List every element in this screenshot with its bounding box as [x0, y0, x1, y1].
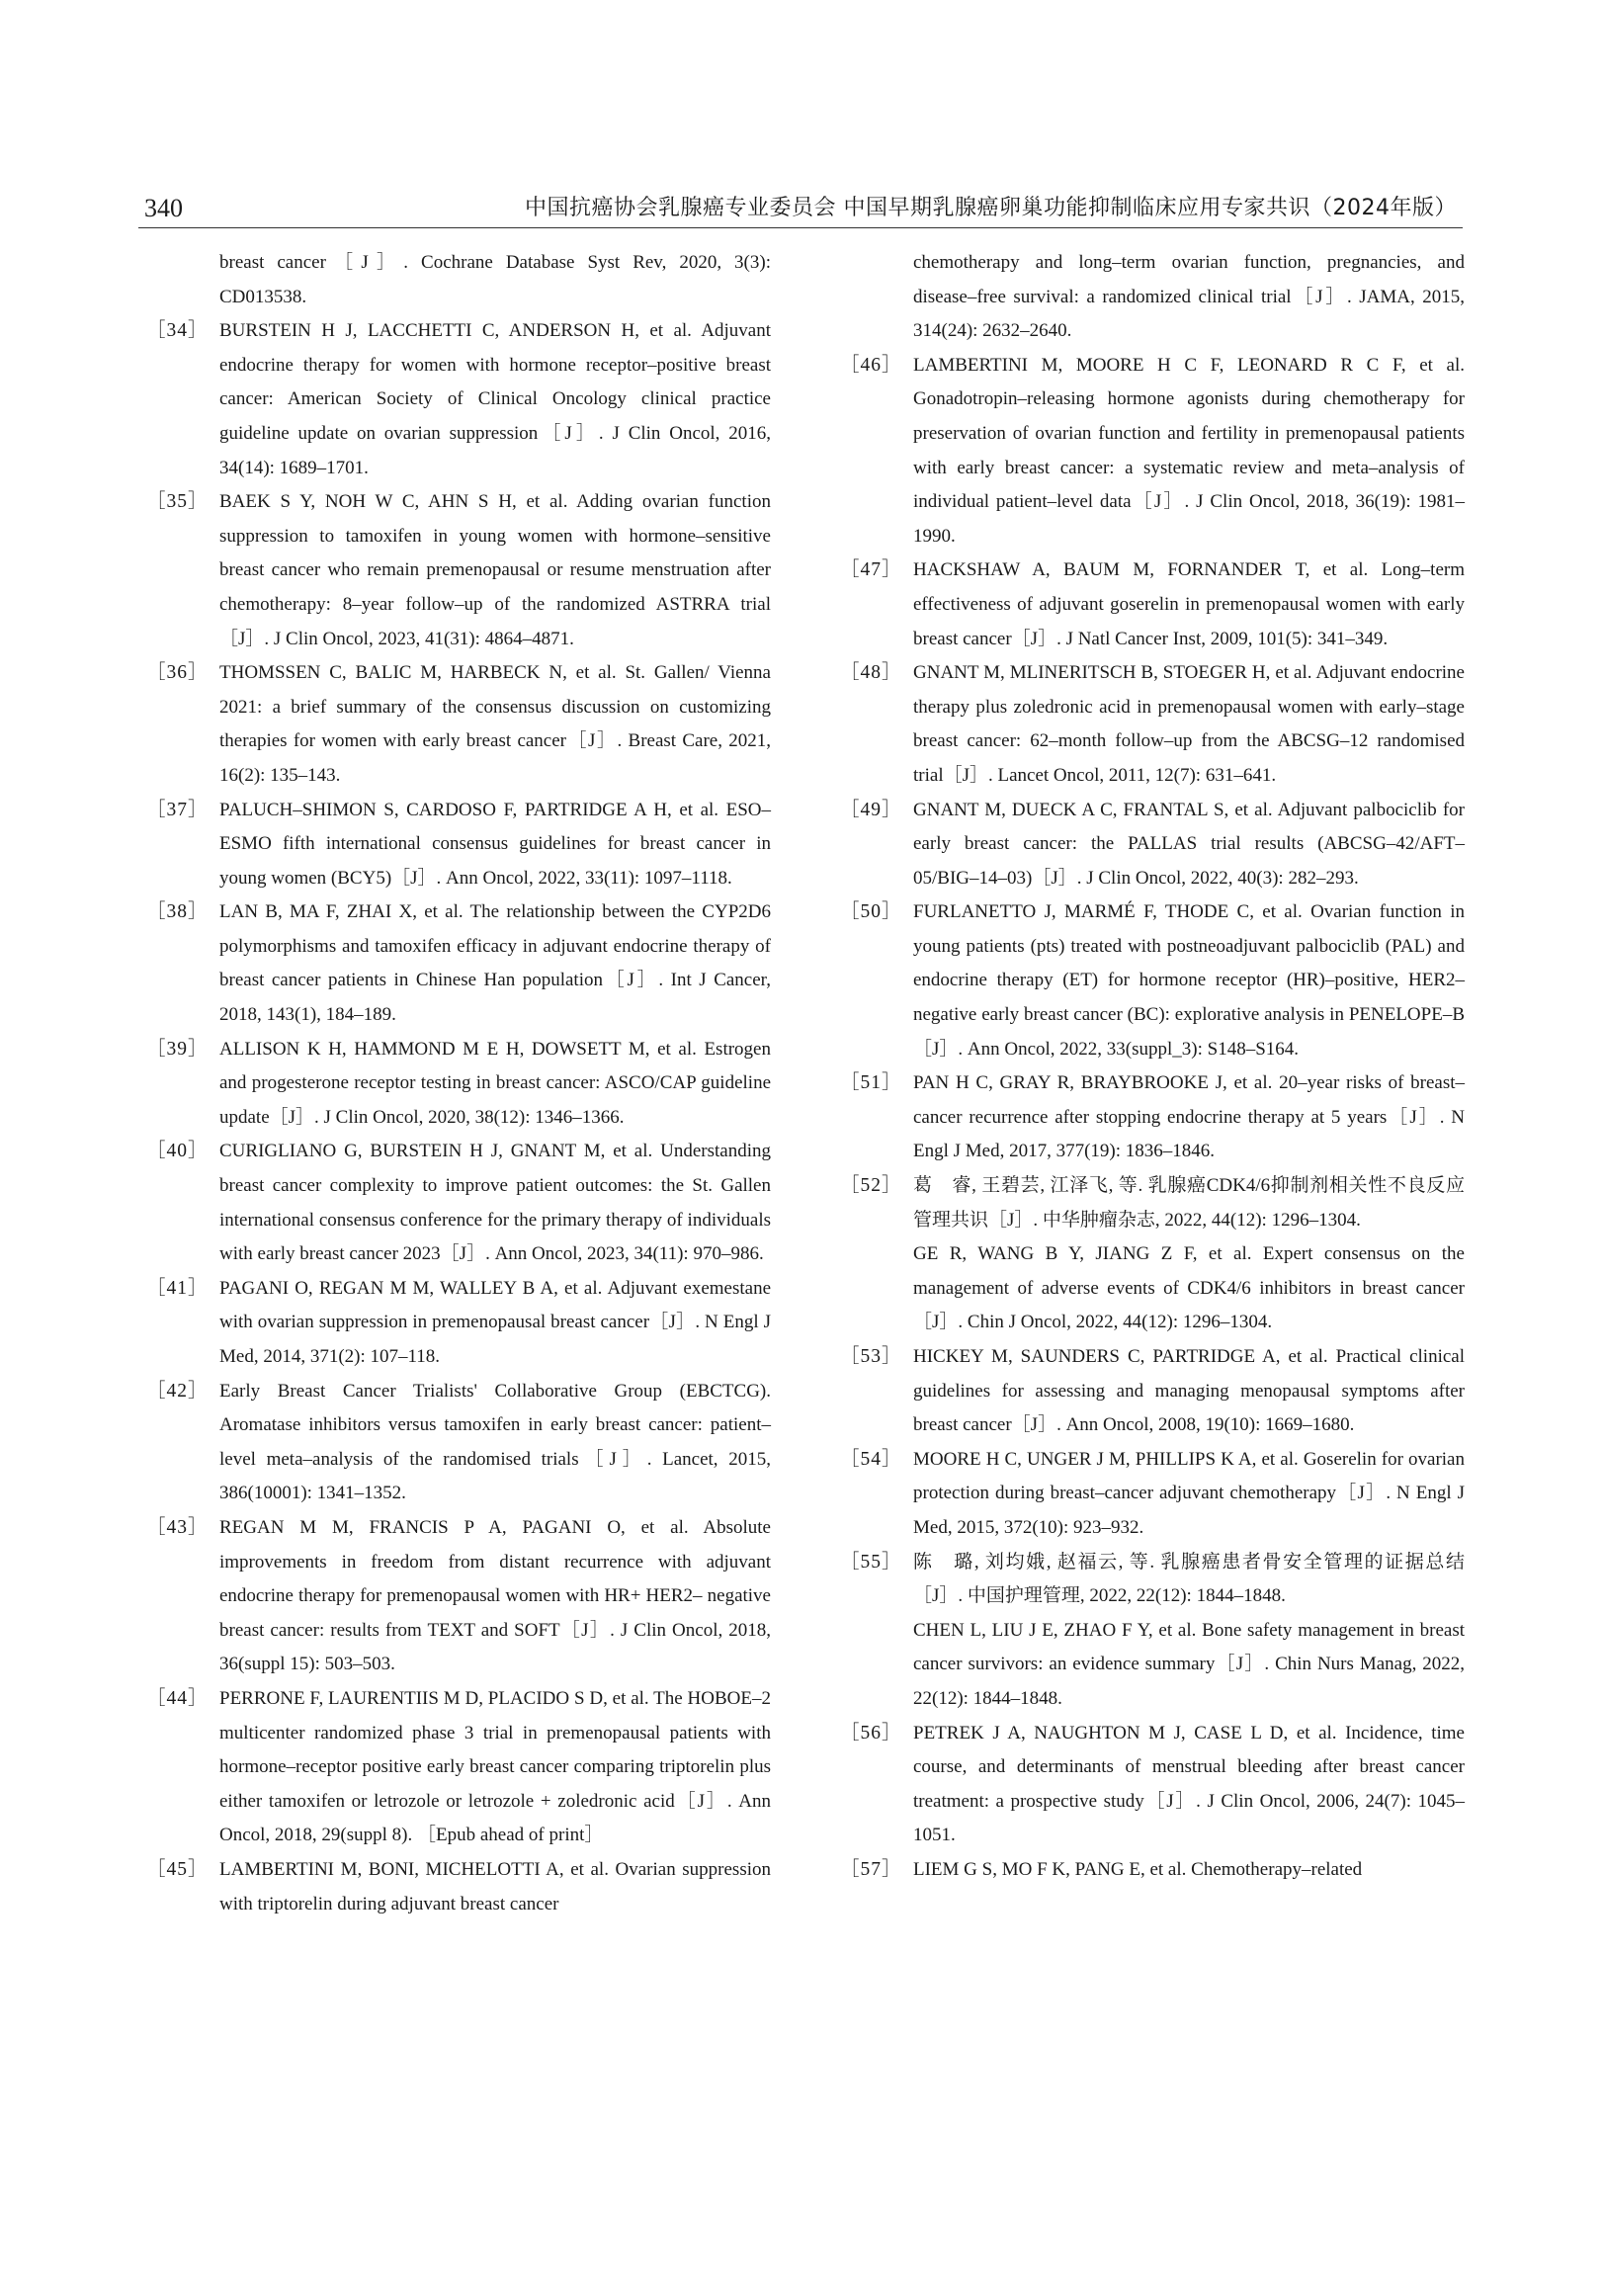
reference-number: ［50］ — [840, 901, 902, 923]
reference-item — [146, 1511, 771, 1682]
reference-text: LAN B, MA F, ZHAI X, et al. The relationship between the CYP2D6 polymorphisms and tamoxifen efficacy in adjuvant endocrine therapy of breast cancer patients in Chinese Han population［J］. Int J Cancer, 2018, 143(1), 184–189. — [219, 901, 771, 1026]
reference-text: HICKEY M, SAUNDERS C, PARTRIDGE A, et al. Practical clinical guidelines for assessing and managing menopausal symptoms after breast cancer［J］. Ann Oncol, 2008, 19(10): 1669–1680. — [913, 1346, 1465, 1436]
reference-item — [840, 794, 1465, 896]
reference-text: MOORE H C, UNGER J M, PHILLIPS K A, et al. Goserelin for ovarian protection during breast–cancer adjuvant chemotherapy［J］. N Engl J Med, 2015, 372(10): 923–932. — [913, 1448, 1465, 1538]
reference-text: GNANT M, MLINERITSCH B, STOEGER H, et al. Adjuvant endocrine therapy plus zoledronic acid in premenopausal women with early–stage breast cancer: 62–month follow–up from the ABCSG–12 randomised trial［J］. Lancet Oncol, 2011, 12(7): 631–641. — [913, 662, 1465, 786]
reference-text: CURIGLIANO G, BURSTEIN H J, GNANT M, et al. Understanding breast cancer complexity to improve patient outcomes: the St. Gallen international consensus conference for the primary therapy of individuals with early breast cancer 2023［J］. Ann Oncol, 2023, 34(11): 970–986. — [219, 1141, 771, 1265]
reference-number: ［44］ — [146, 1687, 209, 1709]
reference-item — [840, 1717, 1465, 1853]
page-number: 340 — [144, 194, 183, 222]
reference-item — [840, 1443, 1465, 1546]
reference-text: LAMBERTINI M, BONI, MICHELOTTI A, et al. Ovarian suppression with triptorelin during adjuvant breast cancer — [219, 1858, 771, 1914]
reference-column-right — [840, 246, 1465, 1888]
reference-item — [146, 1682, 771, 1853]
reference-number: ［53］ — [840, 1346, 902, 1367]
reference-number: ［38］ — [146, 901, 209, 923]
reference-text: BAEK S Y, NOH W C, AHN S H, et al. Adding ovarian function suppression to tamoxifen in young women with hormone–sensitive breast cancer who remain premenopausal or resume menstruation after chemotherapy: 8–year follow–up of the randomized ASTRRA trial［J］. J Clin Oncol, 2023, 41(31): 4864–4871. — [219, 491, 771, 649]
reference-text: FURLANETTO J, MARMÉ F, THODE C, et al. Ovarian function in young patients (pts) treated with postneoadjuvant palbociclib (PAL) and endocrine therapy (ET) for hormone receptor (HR)–positive, HER2–negative early breast cancer (BC): explorative analysis in PENELOPE–B［J］. Ann Oncol, 2022, 33(suppl_3): S148–S164. — [913, 901, 1465, 1060]
reference-item — [146, 1853, 771, 1921]
reference-number: ［55］ — [840, 1551, 902, 1573]
reference-text: LAMBERTINI M, MOORE H C F, LEONARD R C F, et al. Gonadotropin–releasing hormone agonists during chemotherapy for preservation of ovarian function and fertility in premenopausal patients with early breast cancer: a systematic review and meta–analysis of individual patient–level data［J］. J Clin Oncol, 2018, 36(19): 1981–1990. — [913, 354, 1465, 547]
reference-item — [840, 1169, 1465, 1340]
reference-item — [146, 1033, 771, 1136]
reference-number: ［51］ — [840, 1072, 902, 1094]
reference-number: ［37］ — [146, 799, 209, 820]
page-header — [138, 191, 1463, 226]
reference-number: ［40］ — [146, 1141, 209, 1162]
reference-item — [146, 1135, 771, 1271]
reference-item — [840, 553, 1465, 656]
reference-number: ［43］ — [146, 1516, 209, 1538]
reference-text: GNANT M, DUECK A C, FRANTAL S, et al. Adjuvant palbociclib for early breast cancer: the PALLAS trial results (ABCSG–42/AFT–05/BIG–14–03)［J］. J Clin Oncol, 2022, 40(3): 282–293. — [913, 799, 1465, 889]
reference-item — [146, 485, 771, 656]
reference-number: ［45］ — [146, 1858, 209, 1880]
reference-text: LIEM G S, MO F K, PANG E, et al. Chemotherapy–related — [913, 1858, 1363, 1880]
reference-item — [840, 1340, 1465, 1443]
reference-number: ［36］ — [146, 662, 209, 684]
reference-text: BURSTEIN H J, LACCHETTI C, ANDERSON H, et al. Adjuvant endocrine therapy for women with hormone receptor–positive breast cancer: American Society of Clinical Oncology clinical practice guideline update on ovarian suppression［J］. J Clin Oncol, 2016, 34(14): 1689–1701. — [219, 320, 771, 478]
reference-number: ［34］ — [146, 320, 209, 342]
reference-text: PALUCH–SHIMON S, CARDOSO F, PARTRIDGE A H, et al. ESO–ESMO fifth international consensus guidelines for breast cancer in young women (BCY5)［J］. Ann Oncol, 2022, 33(11): 1097–1118. — [219, 799, 771, 889]
reference-text: THOMSSEN C, BALIC M, HARBECK N, et al. St. Gallen/ Vienna 2021: a brief summary of the consensus discussion on customizing therapies for women with early breast cancer［J］. Breast Care, 2021, 16(2): 135–143. — [219, 662, 771, 786]
reference-item — [840, 246, 1465, 349]
reference-text: 葛 睿, 王碧芸, 江泽飞, 等. 乳腺癌CDK4/6抑制剂相关性不良反应管理共识［J］. 中华肿瘤杂志, 2022, 44(12): 1296–1304. — [913, 1175, 1465, 1231]
reference-text: PETREK J A, NAUGHTON M J, CASE L D, et al. Incidence, time course, and determinants of menstrual bleeding after breast cancer treatment: a prospective study［J］. J Clin Oncol, 2006, 24(7): 1045–1051. — [913, 1722, 1465, 1846]
reference-text: Early Breast Cancer Trialists' Collaborative Group (EBCTCG). Aromatase inhibitors versus tamoxifen in early breast cancer: patient–level meta–analysis of the randomised trials［J］. Lancet, 2015, 386(10001): 1341–1352. — [219, 1380, 771, 1504]
header-divider — [138, 227, 1463, 228]
reference-text: HACKSHAW A, BAUM M, FORNANDER T, et al. Long–term effectiveness of adjuvant goserelin in premenopausal women with early breast cancer［J］. J Natl Cancer Inst, 2009, 101(5): 341–349. — [913, 559, 1465, 649]
running-title: 中国抗癌协会乳腺癌专业委员会 中国早期乳腺癌卵巢功能抑制临床应用专家共识（2024年版） — [525, 196, 1457, 220]
reference-item — [146, 895, 771, 1032]
reference-text: ALLISON K H, HAMMOND M E H, DOWSETT M, et al. Estrogen and progesterone receptor testing in breast cancer: ASCO/CAP guideline update［J］. J Clin Oncol, 2020, 38(12): 1346–1366. — [219, 1038, 771, 1128]
reference-text: PAGANI O, REGAN M M, WALLEY B A, et al. Adjuvant exemestane with ovarian suppression in premenopausal breast cancer［J］. N Engl J Med, 2014, 371(2): 107–118. — [219, 1277, 771, 1367]
reference-text: 陈 璐, 刘均娥, 赵福云, 等. 乳腺癌患者骨安全管理的证据总结［J］. 中国护理管理, 2022, 22(12): 1844–1848. — [913, 1551, 1465, 1607]
reference-number: ［56］ — [840, 1722, 902, 1743]
reference-item — [146, 656, 771, 793]
reference-item — [840, 349, 1465, 554]
reference-number: ［42］ — [146, 1380, 209, 1402]
reference-number: ［54］ — [840, 1448, 902, 1470]
reference-item — [840, 1546, 1465, 1717]
reference-text: REGAN M M, FRANCIS P A, PAGANI O, et al. Absolute improvements in freedom from distant recurrence with adjuvant endocrine therapy for premenopausal women with HR+ HER2– negative breast cancer: results from TEXT and SOFT［J］. J Clin Oncol, 2018, 36(suppl 15): 503–503. — [219, 1516, 771, 1675]
reference-item — [146, 1375, 771, 1511]
reference-translation: CHEN L, LIU J E, ZHAO F Y, et al. Bone safety management in breast cancer survivors: an evidence summary［J］. Chin Nurs Manag, 2022, 22(12): 1844–1848. — [913, 1619, 1465, 1709]
reference-column-left — [146, 246, 771, 1921]
reference-text: PAN H C, GRAY R, BRAYBROOKE J, et al. 20–year risks of breast–cancer recurrence after stopping endocrine therapy at 5 years［J］. N Engl J Med, 2017, 377(19): 1836–1846. — [913, 1072, 1465, 1162]
reference-item — [146, 1272, 771, 1375]
reference-item — [840, 895, 1465, 1066]
reference-item — [146, 246, 771, 314]
reference-number: ［35］ — [146, 491, 209, 513]
reference-item — [840, 1066, 1465, 1169]
reference-item — [840, 656, 1465, 793]
reference-item — [146, 314, 771, 485]
reference-number: ［49］ — [840, 799, 902, 820]
reference-number: ［39］ — [146, 1038, 209, 1060]
reference-number: ［41］ — [146, 1277, 209, 1299]
reference-number: ［52］ — [840, 1175, 902, 1197]
reference-number: ［47］ — [840, 559, 902, 581]
reference-item — [840, 1853, 1465, 1888]
reference-item — [146, 794, 771, 896]
reference-number: ［46］ — [840, 354, 902, 376]
reference-text: PERRONE F, LAURENTIIS M D, PLACIDO S D, et al. The HOBOE–2 multicenter randomized phase 3 trial in premenopausal patients with hormone–receptor positive early breast cancer comparing triptorelin plus either tamoxifen or letrozole or letrozole + zoledronic acid［J］. Ann Oncol, 2018, 29(suppl 8). ［Epub ahead of print］ — [219, 1687, 771, 1846]
reference-number: ［57］ — [840, 1858, 902, 1880]
reference-text: chemotherapy and long–term ovarian function, pregnancies, and disease–free survival: a randomized clinical trial［J］. JAMA, 2015, 314(24): 2632–2640. — [913, 252, 1465, 342]
reference-translation: GE R, WANG B Y, JIANG Z F, et al. Expert consensus on the management of adverse events of CDK4/6 inhibitors in breast cancer［J］. Chin J Oncol, 2022, 44(12): 1296–1304. — [913, 1243, 1465, 1333]
reference-number: ［48］ — [840, 662, 902, 684]
reference-text: breast cancer［J］. Cochrane Database Syst Rev, 2020, 3(3): CD013538. — [219, 252, 771, 307]
